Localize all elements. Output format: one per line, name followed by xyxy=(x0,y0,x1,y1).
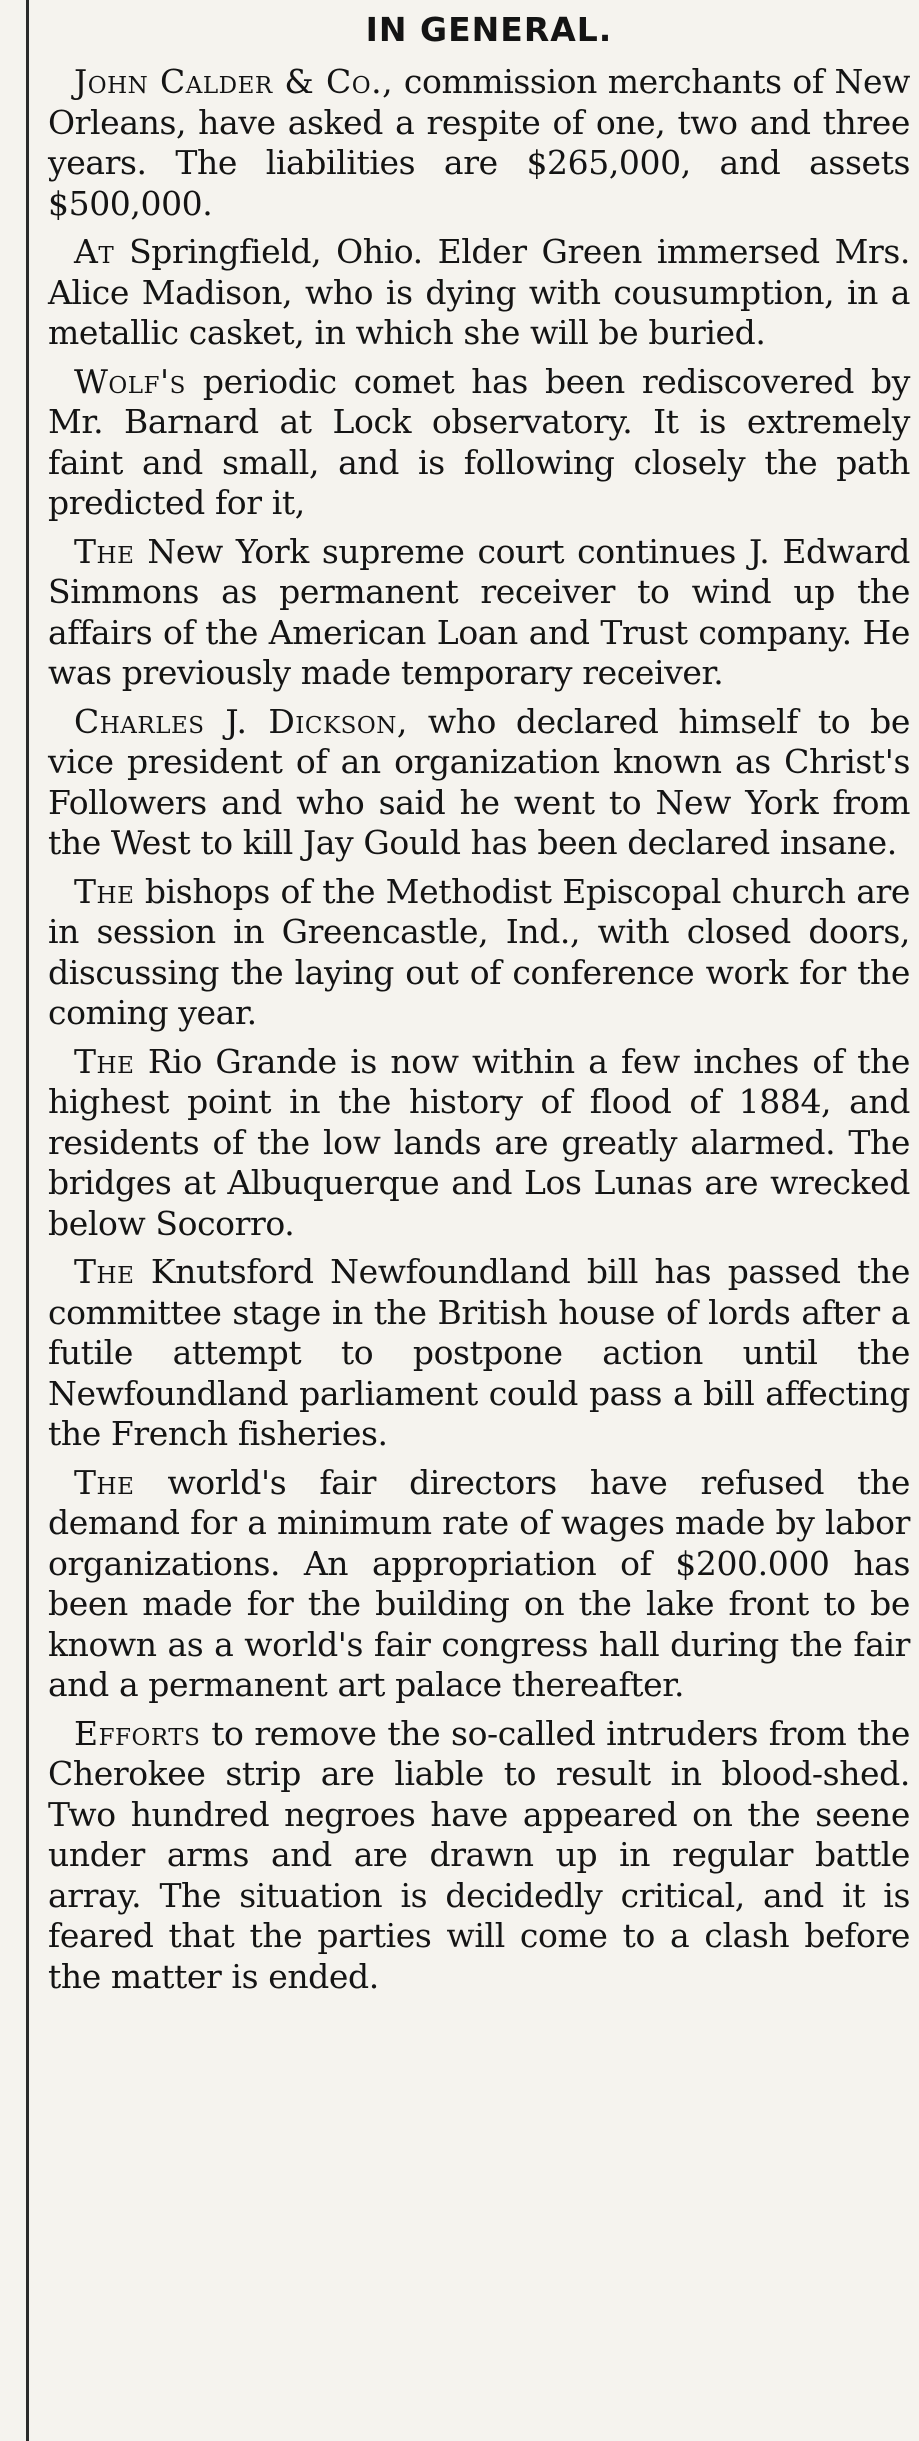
news-item-calder xyxy=(48,62,910,224)
news-item-lead: The xyxy=(74,871,135,911)
section-headline: IN GENERAL. xyxy=(365,10,613,49)
column-rule xyxy=(26,0,29,2441)
article-column xyxy=(48,8,910,2005)
news-item-text: Knutsford Newfoundland bill has passed the committee stage in the British house of lords after a futile attempt to postpone action until the Newfoundland parliament could pass a bill affecting the French fisheries. xyxy=(48,1252,910,1453)
news-item-worlds-fair xyxy=(48,1463,910,1706)
news-item-text: New York supreme court continues J. Edward Simmons as permanent receiver to wind up the affairs of the American Loan and Trust company. He was previously made temporary receiver. xyxy=(48,531,910,692)
news-item-text: world's fair directors have refused the demand for a minimum rate of wages made by labor organizations. An appropriation of $200.000 has been made for the building on the lake front to be known as a world's fair congress hall during the fair and a permanent art palace thereafter. xyxy=(48,1462,910,1704)
news-item-lead: Wolf's xyxy=(74,361,186,401)
news-item-lead: The xyxy=(74,1041,135,1081)
news-item-dickson xyxy=(48,702,910,864)
news-item-knutsford xyxy=(48,1252,910,1455)
news-item-comet xyxy=(48,362,910,524)
news-item-supreme-court xyxy=(48,532,910,694)
news-item-bishops xyxy=(48,872,910,1034)
news-item-lead: The xyxy=(74,531,135,571)
news-item-text: Rio Grande is now within a few inches of the highest point in the history of flood of 1884, and residents of the low lands are greatly alarmed. The bridges at Albuquerque and Los Lunas are wrecked below Socorro. xyxy=(48,1041,910,1243)
news-item-text: to remove the so-called intruders from the Cherokee strip are liable to result in blood-shed. Two hundred negroes have appeared on the seene under arms and are drawn up in regular battle array. The situation is decidedly critical, and it is feared that the parties will come to a clash before the matter is ended. xyxy=(48,1713,910,1996)
news-item-text: bishops of the Methodist Episcopal church are in session in Greencastle, Ind., with closed doors, discussing the laying out of conference work for the coming year. xyxy=(48,871,910,1032)
news-item-lead: Charles J. Dickson, xyxy=(74,701,408,741)
news-item-lead: The xyxy=(74,1252,135,1291)
news-item-text: Springfield, Ohio. Elder Green immersed Mrs. Alice Madison, who is dying with cousumption, in a metallic casket, in which she will be buried. xyxy=(48,232,910,352)
news-item-text: commission merchants of New Orleans, have asked a respite of one, two and three years. The liabilities are $265,000, and assets $500,000. xyxy=(48,62,910,223)
news-item-lead: John Calder & Co., xyxy=(74,62,394,101)
news-item-lead: At xyxy=(74,232,115,271)
news-item-lead: The xyxy=(74,1462,135,1502)
news-item-lead: Efforts xyxy=(74,1713,201,1753)
news-item-cherokee xyxy=(48,1714,910,1998)
news-item-rio-grande xyxy=(48,1042,910,1245)
news-item-text: who declared himself to be vice president of an organization known as Christ's Followers and who said he went to New York from the West to kill Jay Gould has been declared insane. xyxy=(48,701,910,862)
news-item-springfield xyxy=(48,232,910,354)
news-item-text: periodic comet has been rediscovered by Mr. Barnard at Lock observatory. It is extremely faint and small, and is following closely the path predicted for it, xyxy=(48,361,910,522)
